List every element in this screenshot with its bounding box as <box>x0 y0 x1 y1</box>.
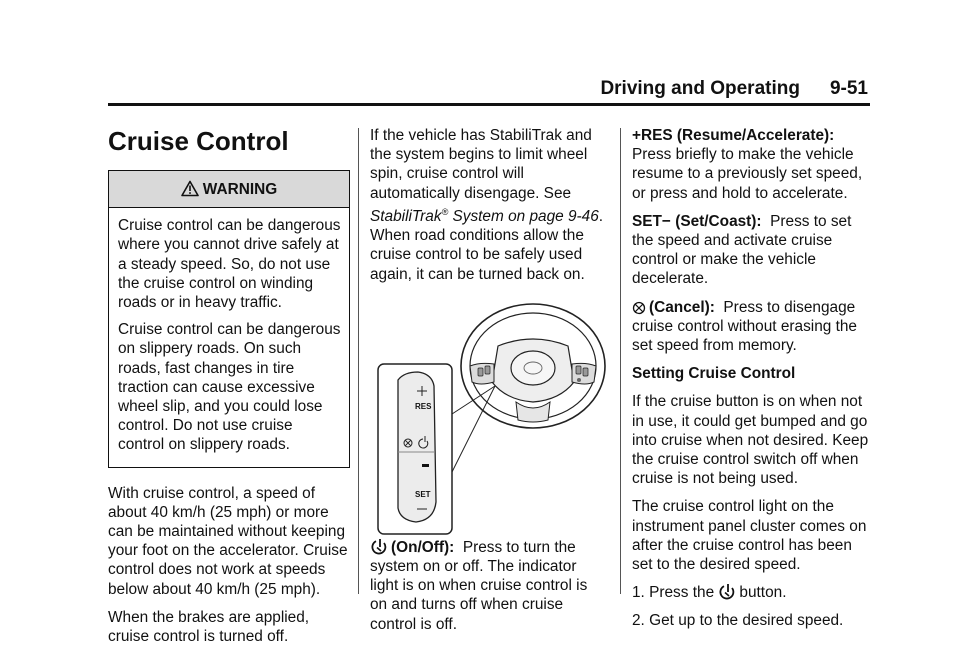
column-divider <box>358 128 359 594</box>
res-term: +RES (Resume/Accelerate): <box>632 127 835 144</box>
warning-paragraph: Cruise control can be dangerous where you cannot drive safely at a steady speed. So, do not use the cruise control on winding roads or in heavy traffic. <box>118 217 341 312</box>
onoff-text: Press to turn the system on or off. The indicator light is on when cruise control is on and turns off when cruise control is off. <box>370 538 588 633</box>
setting-cruise-subheading: Setting Cruise Control <box>632 365 796 383</box>
onoff-description <box>370 538 608 634</box>
warning-box <box>108 170 350 468</box>
set-text: Press to set the speed and activate cruise control or make the vehicle decelerate. <box>632 212 852 288</box>
set-description <box>632 212 872 289</box>
body-paragraph: If the cruise button is on when not in use, it could get bumped and go into cruise when not desired. Keep the cruise control switch off when cruise is not being used. <box>632 393 869 488</box>
body-paragraph: The cruise control light on the instrument panel cluster comes on after the cruise control has been set to the desired speed. <box>632 498 867 574</box>
cruise-onoff-icon <box>370 538 388 555</box>
cruise-onoff-icon <box>718 583 736 600</box>
cancel-description <box>632 298 872 356</box>
res-text: Press briefly to make the vehicle resume to a previously set speed, or press and hold to accelerate. <box>632 146 863 202</box>
warning-paragraph: Cruise control can be dangerous on slippery roads. On such roads, fast changes in tire traction can cause excessive wheel slip, and you could lose control. Do not use cruise control on slippery roads. <box>118 321 341 454</box>
steps-list <box>632 583 872 630</box>
body-paragraph: With cruise control, a speed of about 40 km/h (25 mph) or more can be maintained without keeping your foot on the accelerator. Cruise control does not work at speeds below about 40 km/h (25 mph). <box>108 484 348 598</box>
cancel-term: (Cancel): <box>649 298 715 316</box>
set-button-label: SET <box>415 489 431 499</box>
onoff-term: (On/Off): <box>391 538 455 556</box>
section-title: Driving and Operating <box>600 78 800 99</box>
body-paragraph: When the brakes are applied, cruise control is turned off. <box>108 608 310 646</box>
cross-reference[interactable]: StabiliTrak® System on page 9-46 <box>370 206 599 225</box>
column-2 <box>370 126 608 643</box>
warning-heading <box>109 171 349 208</box>
steering-wheel-illustration <box>370 302 608 538</box>
list-item: 2. Get up to the desired speed. <box>632 612 844 630</box>
list-item: 1. Press the button. <box>632 584 787 602</box>
column-3 <box>632 126 872 640</box>
column-1 <box>108 126 350 655</box>
res-button-label: RES <box>415 401 432 411</box>
stabilitrak-paragraph: If the vehicle has StabiliTrak and the system begins to limit wheel spin, cruise control will automatically disengage. See StabiliTrak® System on page 9-46. When road conditions allow the cruise control to be safely used again, it can be turned back on. <box>370 127 604 283</box>
cruise-control-figure <box>370 302 608 538</box>
res-description <box>632 126 872 203</box>
column-divider <box>620 128 621 594</box>
warning-body <box>109 208 349 466</box>
warning-label: WARNING <box>202 181 278 198</box>
cancel-text: Press to disengage cruise control without erasing the set speed from memory. <box>632 298 857 355</box>
page-title: Cruise Control <box>108 126 289 156</box>
set-term: SET− (Set/Coast): <box>632 212 762 230</box>
warning-triangle-icon <box>181 180 199 197</box>
page-number: 9-51 <box>829 78 868 99</box>
header-rule <box>108 103 870 106</box>
cancel-icon <box>632 301 646 315</box>
running-header <box>600 78 868 100</box>
